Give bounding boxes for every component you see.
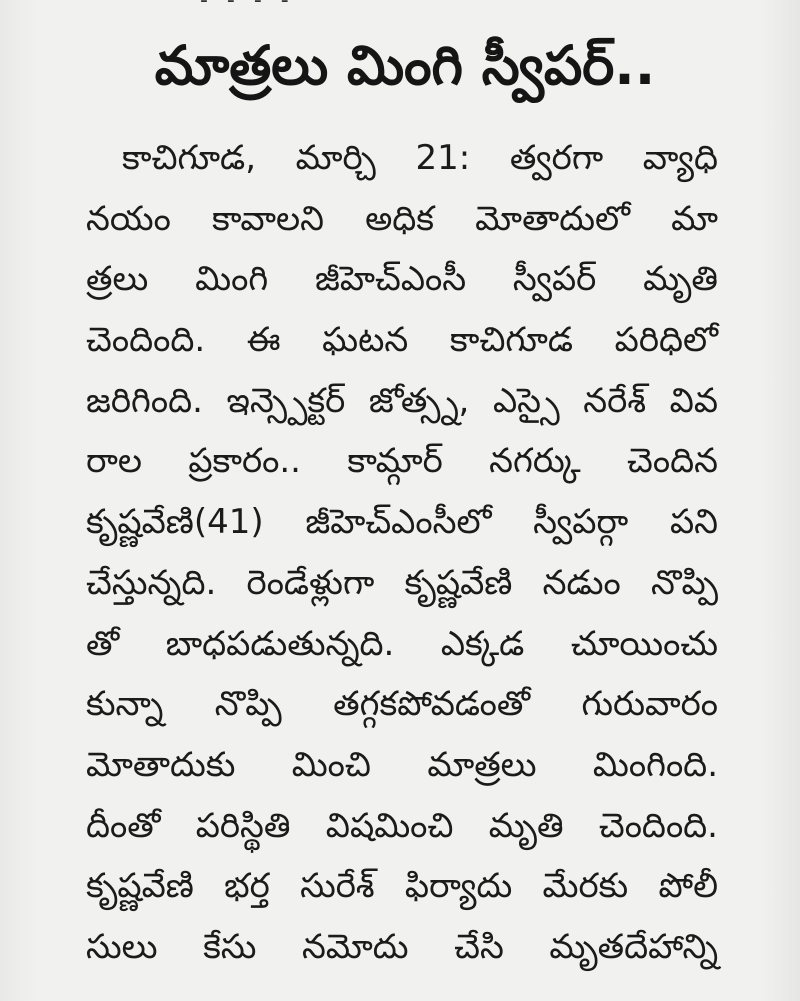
article-line: చెందింది. ఈ ఘటన కాచిగూడ పరిధిలో <box>86 320 718 361</box>
clipped-next-line <box>86 982 718 1001</box>
article-line: రాల ప్రకారం.. కామ్గార్ నగర్కు చెందిన <box>86 441 718 482</box>
article-line: కృష్ణవేణి భర్త సురేశ్ ఫిర్యాదు మేరకు పోలీ <box>86 866 718 907</box>
article-body <box>86 128 718 978</box>
article-line: నయం కావాలని అధిక మోతాదులో మా <box>86 198 718 239</box>
article-line: తో బాధపడుతున్నది. ఎక్కడ చూయించు <box>86 623 718 664</box>
article-line: కున్నా నొప్పి తగ్గకపోవడంతో గురువారం <box>86 684 718 725</box>
article-headline: మాత్రలు మింగి స్వీపర్.. <box>154 34 656 97</box>
page-edge-shadow-left <box>0 0 38 1001</box>
article-line: చేస్తున్నది. రెండేళ్లుగా కృష్ణవేణి నడుం నొప్పి <box>86 562 718 603</box>
article-line: దీంతో పరిస్థితి విషమించి మృతి చెందింది. <box>86 805 718 846</box>
clipped-previous-text: ‐ ‐ ‐ ‐ <box>200 0 295 13</box>
article-line: కాచిగూడ, మార్చి 21: త్వరగా వ్యాధి <box>122 138 718 178</box>
article-line: కృష్ణవేణి(41) జీహెచ్ఎంసీలో స్వీపర్గా పని <box>86 502 718 543</box>
article-line: మోతాదుకు మించి మాత్రలు మింగింది. <box>86 744 718 785</box>
article-line: సులు కేసు నమోదు చేసి మృతదేహాన్ని <box>86 926 718 967</box>
page-edge-shadow-right <box>760 0 800 1001</box>
article-line: త్రలు మింగి జీహెచ్ఎంసీ స్వీపర్ మృతి <box>86 259 718 300</box>
article-line: జరిగింది. ఇన్స్పెక్టర్ జోత్స్న, ఎస్సై నరేశ్ వివ <box>86 380 718 421</box>
